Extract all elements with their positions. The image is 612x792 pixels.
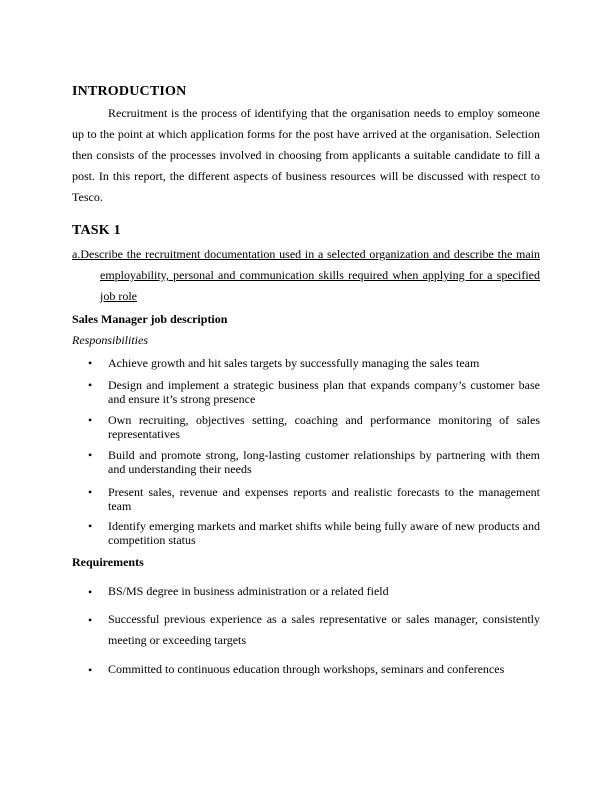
task-question: [72, 244, 540, 307]
introduction-paragraph: Recruitment is the process of identifying that the organisation needs to employ someone up to the point at which application forms for the post have arrived at the organisation. Selection then consists of the processes involved in choosing from applicants a suitable candidate to fill a post. In this report, the different aspects of business resources will be discussed with respect to Tesco.: [72, 106, 540, 204]
list-item: • BS/MS degree in business administration or a related field: [88, 584, 389, 599]
bullet-icon: •: [88, 519, 93, 533]
task-heading: TASK 1: [72, 223, 121, 238]
list-item: • Identify emerging markets and market shifts while being fully aware of new products and competition status: [88, 519, 540, 547]
bullet-icon: •: [88, 378, 93, 392]
list-item: • Design and implement a strategic business plan that expands company’s customer base and ensure it’s strong presence: [88, 378, 540, 406]
bullet-icon: •: [88, 413, 93, 427]
task-question-label: a.: [72, 247, 81, 261]
bullet-icon: •: [88, 485, 93, 499]
list-item: • Successful previous experience as a sales representative or sales manager, consistently meeting or exceeding targets: [88, 612, 540, 647]
task-question-text: Describe the recruitment documentation used in a selected organization and describe the main employability, personal and communication skills required when applying for a specified job role: [80, 247, 540, 303]
list-item: • Present sales, revenue and expenses reports and realistic forecasts to the management team: [88, 485, 540, 513]
introduction-heading: INTRODUCTION: [72, 84, 187, 99]
list-item: • Own recruiting, objectives setting, coaching and performance monitoring of sales representatives: [88, 413, 540, 441]
bullet-icon: •: [88, 663, 93, 677]
list-item: • Build and promote strong, long-lasting customer relationships by partnering with them and understanding their needs: [88, 448, 540, 476]
bullet-icon: •: [88, 448, 93, 462]
requirements-heading: Requirements: [72, 555, 144, 569]
bullet-icon: •: [88, 356, 93, 370]
bullet-icon: •: [88, 613, 93, 627]
bullet-icon: •: [88, 585, 93, 599]
list-item: • Committed to continuous education through workshops, seminars and conferences: [88, 662, 505, 677]
responsibilities-heading: Responsibilities: [72, 333, 148, 347]
job-description-title: Sales Manager job description: [72, 312, 228, 326]
list-item: • Achieve growth and hit sales targets by successfully managing the sales team: [88, 356, 480, 370]
